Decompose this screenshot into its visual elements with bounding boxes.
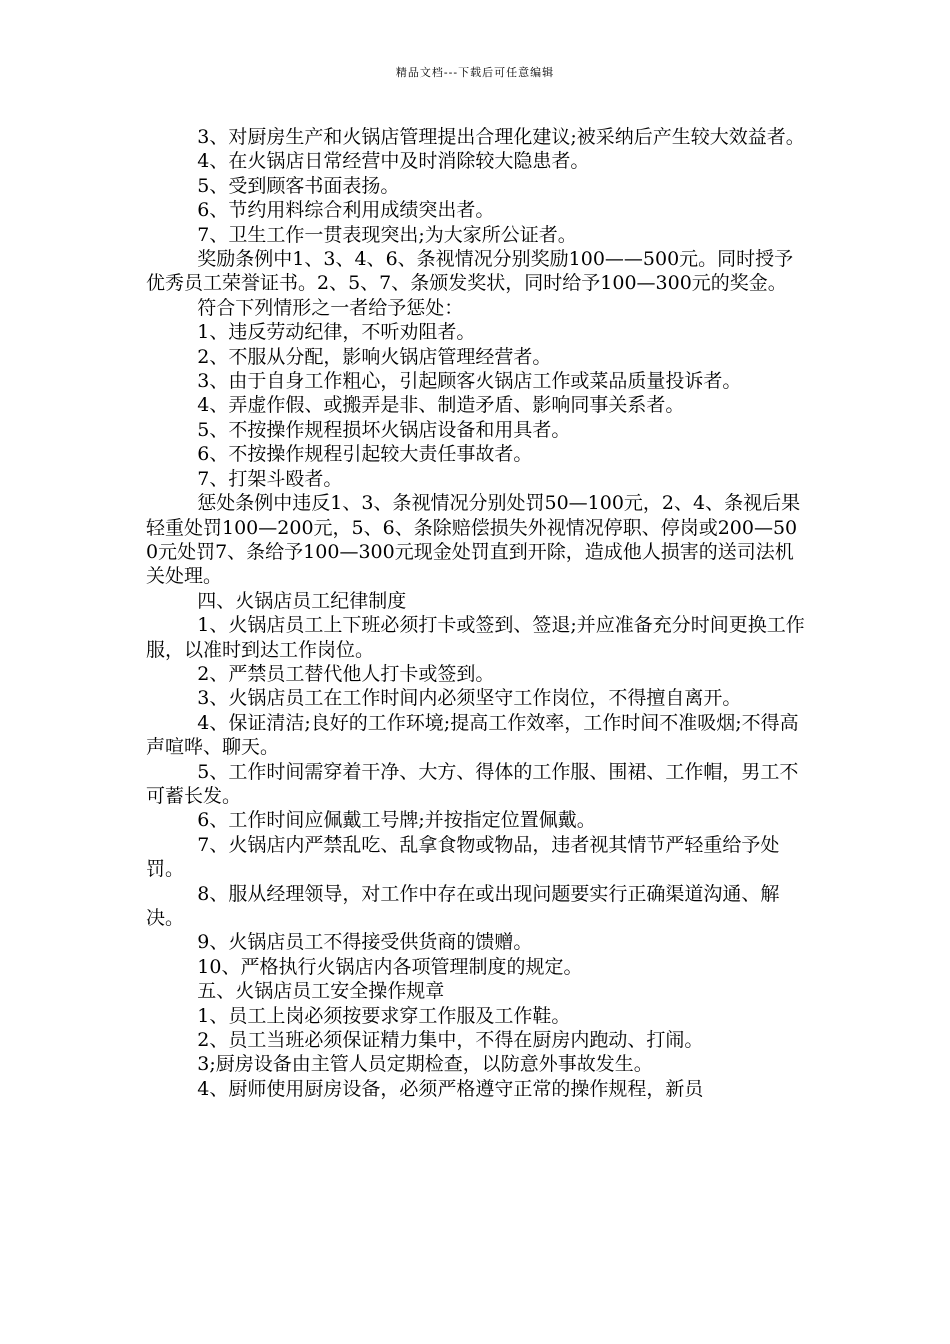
paragraph: 6、不按操作规程引起较大责任事故者。 [197, 443, 533, 466]
paragraph: 6、节约用料综合利用成绩突出者。 [197, 199, 495, 222]
paragraph: 符合下列情形之一者给予惩处： [197, 296, 464, 319]
paragraph: 3、由于自身工作粗心，引起顾客火锅店工作或菜品质量投诉者。 [197, 370, 742, 393]
paragraph: 7、火锅店内严禁乱吃、乱拿食物或物品，违者视其情节严轻重给予处罚。 [146, 833, 780, 881]
paragraph: 1、火锅店员工上下班必须打卡或签到、签退;并应准备充分时间更换工作服，以准时到达工作岗位。 [146, 614, 805, 661]
paragraph: 4、厨师使用厨房设备，必须严格遵守正常的操作规程，新员 [197, 1077, 704, 1100]
paragraph: 2、员工当班必须保证精力集中，不得在厨房内跑动、打闹。 [197, 1029, 704, 1052]
paragraph: 7、打架斗殴者。 [197, 467, 343, 490]
document-body [146, 125, 806, 1101]
paragraph: 4、在火锅店日常经营中及时消除较大隐患者。 [197, 150, 590, 173]
page-header: 精品文档---下载后可任意编辑 [395, 66, 555, 79]
paragraph: 1、员工上岗必须按要求穿工作服及工作鞋。 [197, 1004, 571, 1027]
paragraph: 7、卫生工作一贯表现突出;为大家所公证者。 [197, 223, 577, 246]
paragraph: 5、不按操作规程损坏火锅店设备和用具者。 [197, 418, 571, 441]
paragraph: 1、违反劳动纪律，不听劝阻者。 [197, 321, 476, 344]
paragraph: 10、严格执行火锅店内各项管理制度的规定。 [197, 955, 583, 978]
paragraph: 9、火锅店员工不得接受供货商的馈赠。 [197, 931, 533, 954]
section-heading: 五、火锅店员工安全操作规章 [197, 980, 445, 1003]
paragraph: 2、不服从分配，影响火锅店管理经营者。 [197, 345, 552, 368]
paragraph: 6、工作时间应佩戴工号牌;并按指定位置佩戴。 [197, 809, 596, 832]
paragraph: 4、保证清洁;良好的工作环境;提高工作效率，工作时间不准吸烟;不得高声喧哗、聊天。 [146, 711, 799, 759]
paragraph: 8、服从经理领导，对工作中存在或出现问题要实行正确渠道沟通、解决。 [146, 882, 780, 929]
paragraph: 5、工作时间需穿着干净、大方、得体的工作服、围裙、工作帽，男工不可蓄长发。 [146, 760, 799, 807]
paragraph: 4、弄虚作假、或搬弄是非、制造矛盾、影响同事关系者。 [197, 394, 685, 417]
paragraph: 惩处条例中违反1、3、条视情况分别处罚50—100元，2、4、条视后果轻重处罚100—200元，5、6、条除赔偿损失外视情况停职、停岗或200—500元处罚7、条给予100—300元现金处罚直到开除，造成他人损害的送司法机关处理。 [146, 492, 801, 588]
paragraph: 奖励条例中1、3、4、6、条视情况分别奖励100——500元。同时授予优秀员工荣誉证书。2、5、7、条颁发奖状，同时给予100—300元的奖金。 [146, 248, 794, 295]
paragraph: 2、严禁员工替代他人打卡或签到。 [197, 662, 495, 685]
paragraph: 3、火锅店员工在工作时间内必须坚守工作岗位，不得擅自离开。 [197, 687, 742, 710]
paragraph: 3、对厨房生产和火锅店管理提出合理化建议;被采纳后产生较大效益者。 [197, 126, 805, 148]
paragraph: 3;厨房设备由主管人员定期检查，以防意外事故发生。 [197, 1053, 653, 1076]
paragraph: 5、受到顾客书面表扬。 [197, 174, 400, 197]
section-heading: 四、火锅店员工纪律制度 [197, 589, 407, 612]
